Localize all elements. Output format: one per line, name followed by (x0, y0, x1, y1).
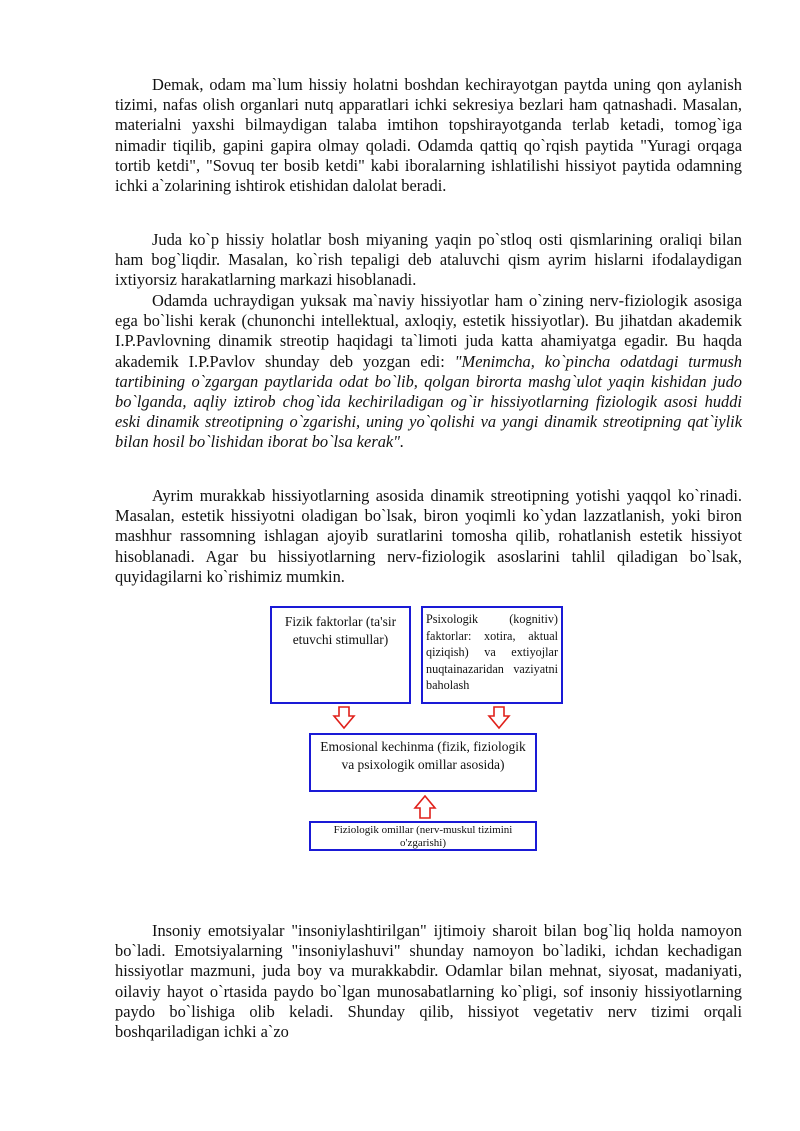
physiological-factors-box (309, 821, 537, 851)
pavlov-quote: "Menimcha, ko`pincha odatdagi turmush tartibining o`zgargan paytlarida odat bo`lib, qolgan birorta mashg`ulot yaqin kishidan judo bo`lganda, aqliy iztirob chog`ida kechiriladigan og`ir hissiyotlarning fiziologik asosi huddi eski dinamik streotipning o`zgarishi, uning yo`qolishi va yangi dinamik streotipning qat`iylik bilan hosil bo`lishidan iborat bo`lsa kerak". (115, 351, 742, 452)
paragraph-1: Demak, odam ma`lum hissiy holatni boshdan kechirayotgan paytda uning qon aylanish tizimi, nafas olish organlari nutq apparatlari ichki sekresiya bezlari ham qatnashadi. Masalan, materialni yaxshi bilmaydigan talaba imtihon topshirayotganda terlab ketadi, tomog`iga nimadir tiqilib, gapini gapira olmay qoladi. Odamda qattiq qo`rqish paytida "Yuragi orqaga tortib ketdi", "Sovuq ter bosib ketdi" kabi iboralarning ishlatilishi hissiyot paytida odamning ichki a`zolarining ishtirok etishidan dalolat beradi. (115, 75, 742, 196)
paragraph-3 (115, 291, 742, 453)
down-arrow-right-icon (487, 706, 511, 730)
paragraph-5: Insoniy emotsiyalar "insoniylashtirilgan" ijtimoiy sharoit bilan bog`liq holda namoyon bo`ladi. Emotsiyalarning "insoniylashuvi" shunday namoyon bo`ladiki, ichdan kechadigan hissiyotlar mazmuni, juda boy va murakkabdir. Odamlar bilan mehnat, siyosat, madaniyati, oilaviy hayot o`rtasida paydo bo`lgan munosabatlarning ko`pligi, sof insoniy hissiyotlarning paydo bo`lishiga olib keladi. Shunday qilib, hissiyot vegetativ nerv tizimi orqali boshqariladigan ichki a`zo (115, 921, 742, 1042)
down-arrow-left-icon (332, 706, 356, 730)
emotional-experience-box (309, 733, 537, 792)
up-arrow-icon (413, 795, 437, 819)
psychological-factors-box (421, 606, 563, 704)
physical-factors-text: Fizik faktorlar (ta'sir etuvchi stimullar) (284, 614, 397, 647)
physiological-factors-text: Fiziologik omillar (nerv-muskul tizimini o'zgarishi) (333, 824, 513, 849)
psychological-factors-text: Psixologik (kognitiv) faktorlar: xotira, aktual qiziqish) va extiyojlar nuqtainazaridan vaziyatni baholash (426, 612, 558, 693)
physical-factors-box (270, 606, 411, 704)
paragraph-3-text: Odamda uchraydigan yuksak ma`naviy hissiyotlar ham o`zining nerv-fiziologik asosiga ega bo`lishi kerak (chunonchi intellektual, axloqiy, estetik hissiyotlar). Bu jihatdan akademik I.P.Pavlovning dinamik streotip haqidagi ta`limoti juda katta ahamiyatga egadir. Bu haqda akademik I.P.Pavlov shunday deb yozgan edi: (115, 291, 742, 371)
paragraph-4: Ayrim murakkab hissiyotlarning asosida dinamik streotipning yotishi yaqqol ko`rinadi. Masalan, estetik hissiyotni oladigan bo`lsak, biron yoqimli ko`ydan lazzatlanish, yoki biron mashhur rassomning ishlagan ajoyib suratlarini tomosha qilib, rohatlanish estetik hissiyot hisoblanadi. Agar bu hissiyotlarning nerv-fiziologik asoslarini tahlil qiladigan bo`lsak, quyidagilarni ko`rishimiz mumkin. (115, 486, 742, 586)
paragraph-2: Juda ko`p hissiy holatlar bosh miyaning yaqin po`stloq osti qismlarining oraliqi bilan ham bog`liqdir. Masalan, ko`rish tepaligi deb ataluvchi qism ayrim hislarni ifodalaydigan ixtiyorsiz harakatlarning markazi hisoblanadi. (115, 230, 742, 290)
emotional-experience-text: Emosional kechinma (fizik, fiziologik va psixologik omillar asosida) (320, 739, 526, 772)
